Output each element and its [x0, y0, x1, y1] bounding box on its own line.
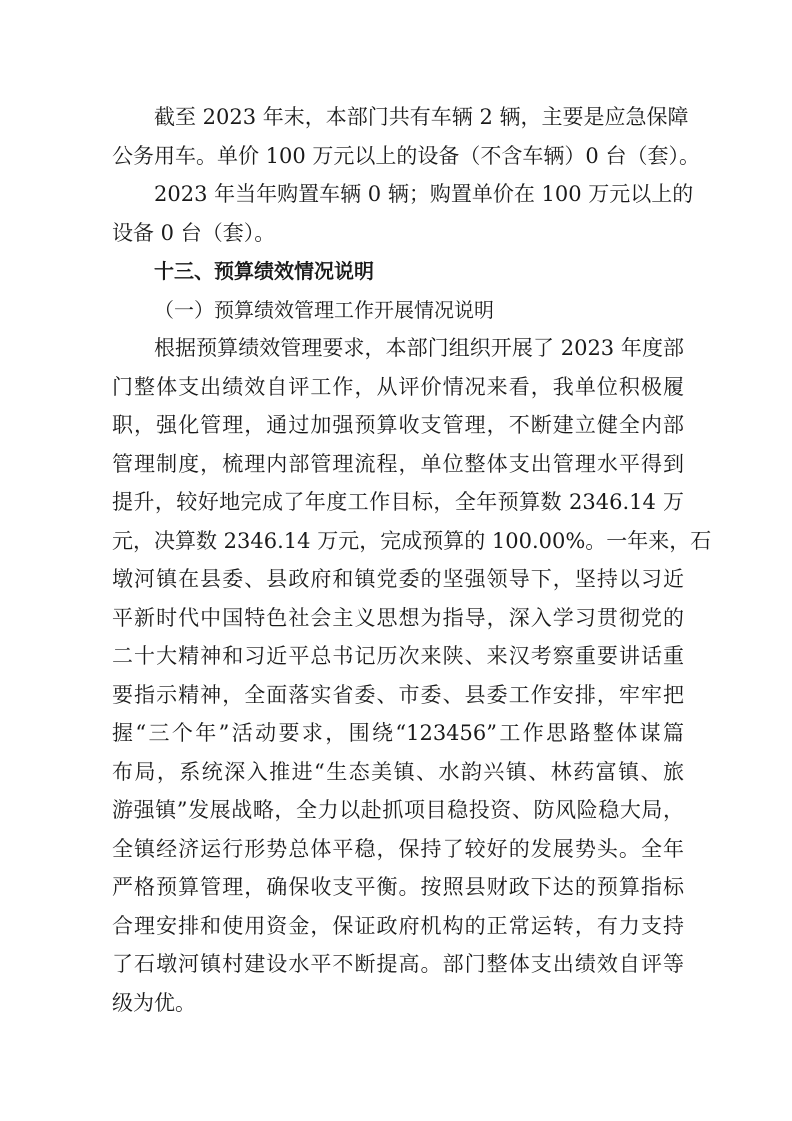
text-line: 合理安排和使用资金，保证政府机构的正常运转，有力支持 [112, 913, 684, 938]
text-line: 职，强化管理，通过加强预算收支管理，不断建立健全内部 [112, 413, 684, 437]
text-line: 要指示精神，全面落实省委、市委、县委工作安排，牢牢把 [112, 682, 684, 707]
text-line: 墩河镇在县委、县政府和镇党委的坚强领导下，坚持以习近 [112, 567, 684, 591]
text-line: 门整体支出绩效自评工作，从评价情况来看，我单位积极履 [112, 374, 684, 399]
text-line: 2023 年当年购置车辆 0 辆；购置单价在 100 万元以上的 [154, 182, 694, 206]
text-line: 握“三个年”活动要求，围绕“123456”工作思路整体谋篇 [112, 721, 684, 745]
paragraph-performance [112, 329, 712, 1022]
text-line: 提升，较好地完成了年度工作目标，全年预算数 2346.14 万 [112, 490, 684, 514]
section-heading: 十三、预算绩效情况说明 [154, 259, 374, 283]
text-line: 二十大精神和习近平总书记历次来陕、来汉考察重要讲话重 [112, 644, 684, 668]
text-line: 截至 2023 年末，本部门共有车辆 2 辆，主要是应急保障 [154, 105, 689, 129]
text-line: 公务用车。单价 100 万元以上的设备（不含车辆）0 台（套）。 [112, 143, 700, 168]
text-line: 管理制度，梳理内部管理流程，单位整体支出管理水平得到 [112, 451, 684, 476]
text-line: 设备 0 台（套）。 [112, 220, 276, 245]
text-line: 元，决算数 2346.14 万元，完成预算的 100.00%。一年来，石 [112, 528, 712, 553]
text-line: 全镇经济运行形势总体平稳，保持了较好的发展势头。全年 [112, 836, 684, 861]
paragraph-vehicles [112, 98, 700, 175]
text-line: 布局，系统深入推进“生态美镇、水韵兴镇、林药富镇、旅 [112, 759, 684, 784]
document-page [112, 98, 712, 1022]
text-line: 游强镇”发展战略，全力以赴抓项目稳投资、防风险稳大局， [112, 798, 684, 822]
paragraph-purchases [112, 175, 694, 252]
text-line: 严格预算管理，确保收支平衡。按照县财政下达的预算指标 [112, 875, 684, 899]
text-line: 了石墩河镇村建设水平不断提高。部门整体支出绩效自评等 [112, 952, 684, 976]
text-line: 平新时代中国特色社会主义思想为指导，深入学习贯彻党的 [112, 605, 684, 630]
text-line: 根据预算绩效管理要求，本部门组织开展了 2023 年度部 [154, 336, 684, 360]
text-line: 级为优。 [112, 990, 196, 1015]
subsection-heading: （一）预算绩效管理工作开展情况说明 [154, 297, 494, 322]
